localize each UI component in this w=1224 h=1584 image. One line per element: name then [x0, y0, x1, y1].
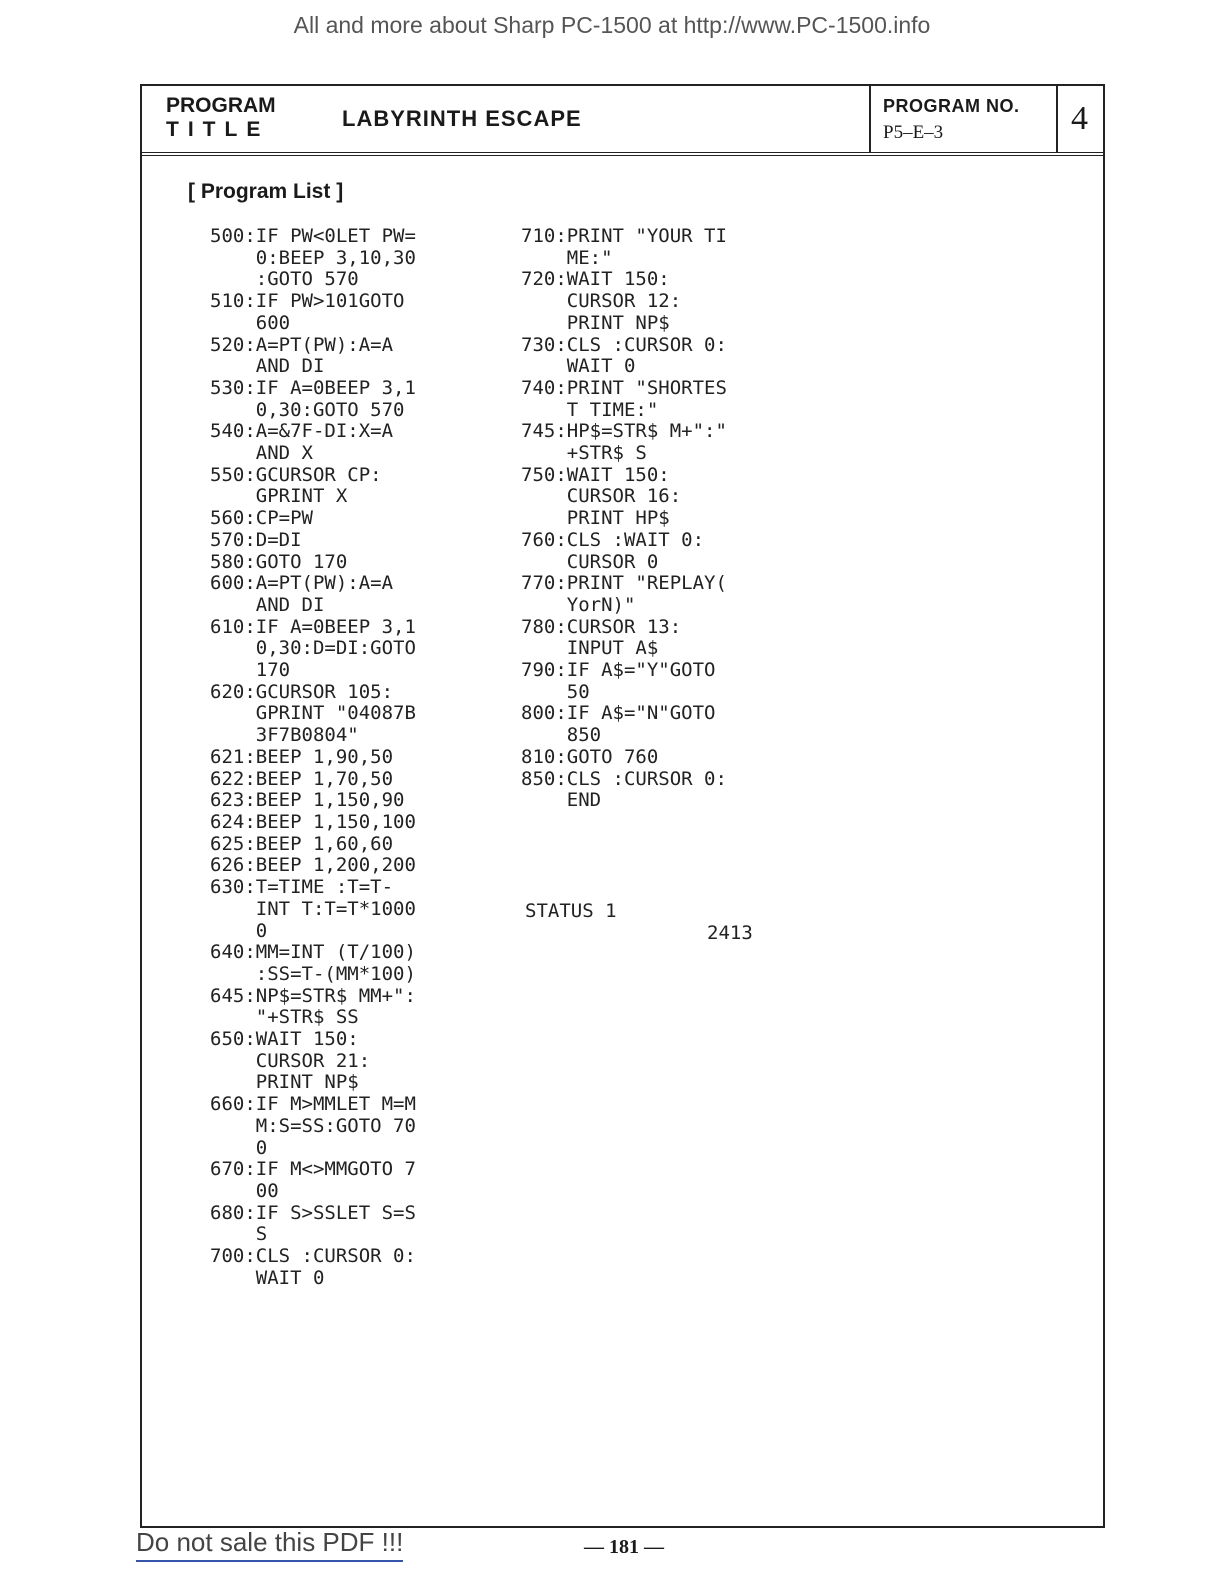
code-line: 760:CLS :WAIT 0: — [521, 528, 705, 551]
code-line: WAIT 0 — [521, 355, 636, 378]
code-line: 745:HP$=STR$ M+":" — [521, 420, 727, 443]
code-line: GPRINT X — [210, 485, 348, 508]
code-line: 0,30:GOTO 570 — [210, 398, 405, 421]
source-banner: All and more about Sharp PC-1500 at http://www.PC-1500.info — [293, 12, 931, 38]
code-line: "+STR$ SS — [210, 1006, 359, 1029]
code-line: 610:IF A=0BEEP 3,1 — [210, 615, 416, 638]
program-sheet — [140, 84, 1105, 1528]
code-line: CURSOR 12: — [521, 290, 682, 313]
code-line: INT T:T=T*1000 — [210, 897, 416, 920]
program-title-label — [166, 94, 276, 142]
code-line: 850:CLS :CURSOR 0: — [521, 767, 727, 790]
code-line: CURSOR 0 — [521, 550, 659, 573]
code-line: 622:BEEP 1,70,50 — [210, 767, 394, 790]
code-line: 850 — [521, 724, 602, 747]
code-line: 625:BEEP 1,60,60 — [210, 832, 394, 855]
code-line: 620:GCURSOR 105: — [210, 680, 394, 703]
footer-notice: Do not sale this PDF !!! — [136, 1527, 403, 1562]
program-number-cell — [869, 86, 1058, 152]
code-line: 570:D=DI — [210, 528, 302, 551]
code-line: PRINT NP$ — [521, 311, 670, 334]
code-line: 0 — [210, 1136, 268, 1159]
code-line: 710:PRINT "YOUR TI — [521, 225, 727, 247]
code-line: 640:MM=INT (T/100) — [210, 941, 416, 964]
code-line: 624:BEEP 1,150,100 — [210, 810, 416, 833]
code-line: 3F7B0804" — [210, 724, 359, 747]
code-line: 626:BEEP 1,200,200 — [210, 854, 416, 877]
code-line: CURSOR 21: — [210, 1049, 371, 1072]
program-label-line2: TITLE — [166, 118, 270, 141]
code-line: END — [521, 789, 602, 812]
code-line: 621:BEEP 1,90,50 — [210, 745, 394, 768]
code-line: 0:BEEP 3,10,30 — [210, 246, 416, 269]
code-line: 00 — [210, 1179, 279, 1202]
code-line: GPRINT "04087B — [210, 702, 416, 725]
code-line: 670:IF M<>MMGOTO 7 — [210, 1158, 416, 1181]
code-line: AND X — [210, 442, 313, 465]
code-line: S — [210, 1223, 268, 1246]
code-line: 580:GOTO 170 — [210, 550, 348, 573]
program-number-label: PROGRAM NO. — [883, 96, 1020, 116]
code-line: WAIT 0 — [210, 1266, 325, 1289]
code-line: YorN)" — [521, 593, 636, 616]
code-line: AND DI — [210, 355, 325, 378]
code-line: +STR$ S — [521, 442, 647, 465]
code-line: 740:PRINT "SHORTES — [521, 376, 727, 399]
code-line: 645:NP$=STR$ MM+": — [210, 984, 416, 1007]
code-line: 660:IF M>MMLET M=M — [210, 1093, 416, 1116]
code-line: 630:T=TIME :T=T- — [210, 876, 394, 899]
code-line: 720:WAIT 150: — [521, 268, 670, 291]
status-value: 2413 — [707, 922, 753, 944]
code-line: 540:A=&7F-DI:X=A — [210, 420, 394, 443]
code-line: 170 — [210, 659, 291, 682]
program-number-value: P5–E–3 — [883, 122, 944, 143]
code-line: 780:CURSOR 13: — [521, 615, 682, 638]
code-line: 510:IF PW>101GOTO — [210, 290, 405, 313]
program-title: LABYRINTH ESCAPE — [342, 106, 582, 131]
code-line: 800:IF A$="N"GOTO — [521, 702, 716, 725]
code-line: 730:CLS :CURSOR 0: — [521, 333, 727, 356]
code-line: 500:IF PW<0LET PW= — [210, 225, 416, 247]
code-line: 790:IF A$="Y"GOTO — [521, 659, 716, 682]
code-line: 623:BEEP 1,150,90 — [210, 789, 405, 812]
code-line: :SS=T-(MM*100) — [210, 962, 416, 985]
code-line: 560:CP=PW — [210, 507, 313, 530]
code-line: T TIME:" — [521, 398, 659, 421]
section-title: [ Program List ] — [188, 180, 344, 203]
code-line: 750:WAIT 150: — [521, 463, 670, 486]
code-line: 550:GCURSOR CP: — [210, 463, 382, 486]
code-line: 680:IF S>SSLET S=S — [210, 1201, 416, 1224]
code-line: 0 — [210, 919, 268, 942]
code-line: INPUT A$ — [521, 637, 659, 660]
code-line: 600 — [210, 311, 291, 334]
code-line: PRINT NP$ — [210, 1071, 359, 1094]
program-list-column-2 — [521, 226, 727, 812]
page-index: 4 — [1071, 100, 1088, 137]
code-line: 50 — [521, 680, 590, 703]
code-line: AND DI — [210, 593, 325, 616]
program-list-column-1 — [210, 226, 416, 1289]
code-line: PRINT HP$ — [521, 507, 670, 530]
code-line: 650:WAIT 150: — [210, 1028, 359, 1051]
code-line: CURSOR 16: — [521, 485, 682, 508]
code-line: ME:" — [521, 246, 613, 269]
code-line: 520:A=PT(PW):A=A — [210, 333, 394, 356]
code-line: 530:IF A=0BEEP 3,1 — [210, 376, 416, 399]
code-line: M:S=SS:GOTO 70 — [210, 1114, 416, 1137]
code-line: 600:A=PT(PW):A=A — [210, 572, 394, 595]
code-line: 700:CLS :CURSOR 0: — [210, 1245, 416, 1268]
code-line: 770:PRINT "REPLAY( — [521, 572, 727, 595]
page-number: — 181 — — [584, 1536, 664, 1558]
program-header — [142, 86, 1103, 156]
code-line: 0,30:D=DI:GOTO — [210, 637, 416, 660]
program-label-line1: PROGRAM — [166, 94, 276, 117]
code-line: 810:GOTO 760 — [521, 745, 659, 768]
code-line: :GOTO 570 — [210, 268, 359, 291]
status-label: STATUS 1 — [525, 900, 617, 922]
